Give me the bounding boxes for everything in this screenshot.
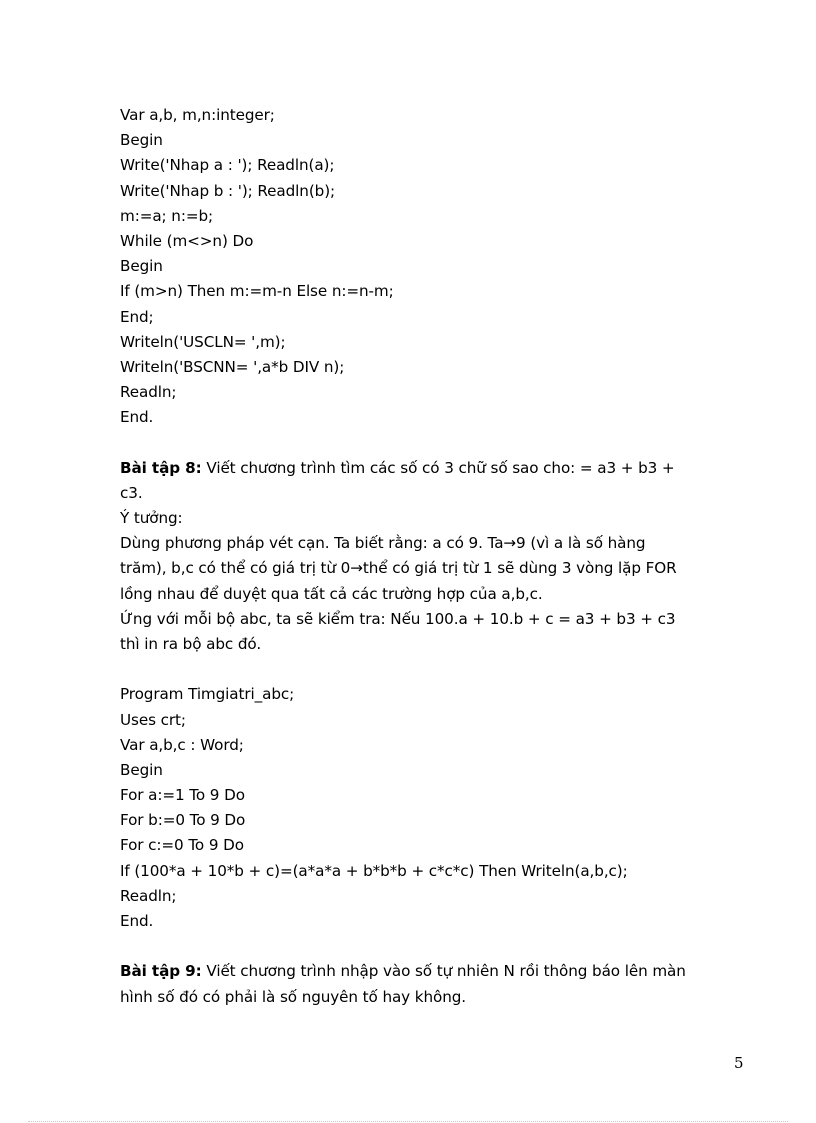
code-line: Begin (120, 131, 163, 150)
idea-text: trăm), b,c có thể có giá trị từ 0→thể có giá trị từ 1 sẽ dùng 3 vòng lặp FOR (120, 559, 677, 578)
check-text: Ứng với mỗi bộ abc, ta sẽ kiểm tra: Nếu 100.a + 10.b + c = a3 + b3 + c3 (120, 609, 676, 628)
exercise-8-title-cont: c3. (120, 483, 143, 502)
exercise-9-heading (120, 959, 740, 984)
idea-label: Ý tưởng: (120, 509, 183, 527)
code-line: While (m<>n) Do (120, 231, 254, 250)
code-line: For a:=1 To 9 Do (120, 786, 245, 805)
spacer (120, 657, 740, 682)
code-line: Write('Nhap b : '); Readln(b); (120, 181, 336, 200)
code-line: For b:=0 To 9 Do (120, 811, 246, 830)
spacer (120, 934, 740, 959)
code-line: Begin (120, 760, 163, 779)
page-divider (28, 1121, 788, 1122)
exercise-9-title-cont: hình số đó có phải là số nguyên tố hay không. (120, 987, 466, 1006)
code-line: Writeln('BSCNN= ',a*b DIV n); (120, 357, 345, 376)
exercise-8-heading (120, 456, 740, 481)
exercise-9-title: Viết chương trình nhập vào số tự nhiên N rồi thông báo lên màn (201, 962, 686, 981)
code-line: End. (120, 408, 154, 427)
code-block-uscln (120, 103, 740, 430)
code-line: Var a,b, m,n:integer; (120, 106, 275, 124)
code-line: If (100*a + 10*b + c)=(a*a*a + b*b*b + c*c*c) Then Writeln(a,b,c); (120, 861, 628, 880)
document-body (120, 103, 740, 1010)
code-line: Readln; (120, 383, 177, 402)
code-line: Program Timgiatri_abc; (120, 685, 295, 704)
spacer (120, 430, 740, 455)
exercise-8 (120, 456, 740, 658)
page-number: 5 (734, 1054, 744, 1072)
code-line: Writeln('USCLN= ',m); (120, 332, 286, 351)
code-line: End; (120, 307, 154, 326)
code-line: For c:=0 To 9 Do (120, 836, 244, 855)
code-line: Readln; (120, 886, 177, 905)
idea-text: Dùng phương pháp vét cạn. Ta biết rằng: a có 9. Ta→9 (vì a là số hàng (120, 534, 646, 553)
code-line: m:=a; n:=b; (120, 206, 214, 225)
code-line: Begin (120, 257, 163, 276)
idea-text: lồng nhau để duyệt qua tất cả các trường hợp của a,b,c. (120, 584, 543, 603)
exercise-9 (120, 959, 740, 1009)
code-line: Uses crt; (120, 710, 186, 729)
code-line: If (m>n) Then m:=m-n Else n:=n-m; (120, 282, 394, 301)
exercise-8-title: Viết chương trình tìm các số có 3 chữ số sao cho: = a3 + b3 + (201, 458, 675, 477)
code-block-abc (120, 682, 740, 934)
exercise-8-label: Bài tập 8: (120, 458, 202, 477)
code-line: End. (120, 912, 154, 930)
exercise-9-label: Bài tập 9: (120, 962, 202, 981)
check-text: thì in ra bộ abc đó. (120, 634, 262, 653)
code-line: Write('Nhap a : '); Readln(a); (120, 156, 335, 175)
code-line: Var a,b,c : Word; (120, 735, 244, 754)
